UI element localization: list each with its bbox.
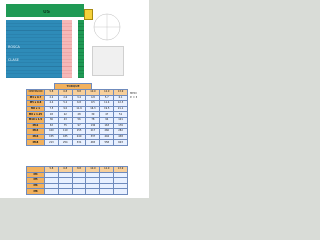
torque-sheet xyxy=(6,82,143,158)
table-cell[interactable]: 43 xyxy=(58,117,72,123)
circle-diagram xyxy=(92,12,122,42)
row-label: M6 xyxy=(27,183,45,189)
table-cell[interactable]: 9.0 xyxy=(58,106,72,112)
row-label: M4 xyxy=(27,172,45,178)
table-cell[interactable]: 337 xyxy=(86,134,100,140)
row-label: M14 xyxy=(27,129,45,135)
table-cell[interactable]: 11.6 xyxy=(72,106,86,112)
pink-column xyxy=(62,20,72,78)
table-cell[interactable]: 6.1 xyxy=(114,95,128,101)
table-cell[interactable]: 136 xyxy=(86,123,100,129)
table-cell[interactable] xyxy=(72,189,86,195)
table-cell[interactable]: 21.1 xyxy=(114,106,128,112)
table-cell[interactable]: 404 xyxy=(100,134,114,140)
table-cell[interactable]: 12.3 xyxy=(114,101,128,107)
table-cell[interactable] xyxy=(45,189,59,195)
table-cell[interactable]: 22 xyxy=(58,112,72,118)
col-header: 5.8 xyxy=(45,167,59,173)
table-cell[interactable]: 63 xyxy=(45,123,59,129)
table-cell[interactable]: 28 xyxy=(72,112,86,118)
torque-title: TORQUE xyxy=(54,83,92,90)
table-cell[interactable]: 331 xyxy=(72,140,86,146)
row-label: M10 x 1.5 xyxy=(27,117,45,123)
table-cell[interactable] xyxy=(86,189,100,195)
table-cell[interactable]: 39 xyxy=(86,112,100,118)
col-header: 12.9 xyxy=(100,90,114,96)
table-cell[interactable]: 254 xyxy=(58,140,72,146)
col-header: 8.8 xyxy=(72,90,86,96)
col-header: 8.8 xyxy=(72,167,86,173)
bottom-table xyxy=(26,166,128,195)
table-cell[interactable]: 75 xyxy=(58,123,72,129)
table-row xyxy=(27,189,128,195)
table-cell[interactable]: 11.4 xyxy=(100,101,114,107)
clase-label: CLASE xyxy=(8,58,19,62)
col-header: 13.9 xyxy=(114,90,128,96)
table-cell[interactable]: 4.4 xyxy=(45,101,59,107)
row-label: M5 x 0.8 xyxy=(27,101,45,107)
bottom-sheet xyxy=(6,164,143,198)
table-cell[interactable]: 9.5 xyxy=(86,101,100,107)
col-header: 6.8 xyxy=(58,167,72,173)
side-grey-box xyxy=(92,46,124,76)
col-header: 10.9 xyxy=(86,90,100,96)
circle-drawing-icon xyxy=(92,12,122,42)
table-cell[interactable]: 36 xyxy=(45,117,59,123)
row-label: M6 x 1 xyxy=(27,106,45,112)
table-cell[interactable]: 155 xyxy=(72,129,86,135)
table-cell[interactable]: 56 xyxy=(72,117,86,123)
table-cell[interactable]: 18 xyxy=(45,112,59,118)
table-cell[interactable]: 438 xyxy=(114,134,128,140)
table-cell[interactable]: 3.4 xyxy=(72,95,86,101)
col-header: 6.8 xyxy=(58,90,72,96)
table-cell[interactable]: 155 xyxy=(45,134,59,140)
torque-table xyxy=(26,89,128,146)
green-column xyxy=(78,20,84,78)
table-cell[interactable] xyxy=(100,189,114,195)
row-label: M16 xyxy=(27,134,45,140)
col-header: 10.9 xyxy=(86,167,100,173)
table-cell[interactable]: 19.5 xyxy=(100,106,114,112)
table-cell[interactable]: 47 xyxy=(100,112,114,118)
row-label: M18 xyxy=(27,140,45,146)
table-cell[interactable]: 4.8 xyxy=(86,95,100,101)
row-label: M5 xyxy=(27,178,45,184)
table-cell[interactable]: 51 xyxy=(114,112,128,118)
rosca-label: ROSCA xyxy=(8,45,20,49)
table-cell[interactable]: 603 xyxy=(114,140,128,146)
table-cell[interactable]: 119 xyxy=(58,129,72,135)
table-cell[interactable]: 240 xyxy=(72,134,86,140)
table-cell[interactable]: 94 xyxy=(100,117,114,123)
table-row xyxy=(27,140,128,146)
table-cell[interactable]: 213 xyxy=(45,140,59,146)
torque-dimension-header: DIMENSION xyxy=(27,90,45,96)
table-cell[interactable]: 6.8 xyxy=(72,101,86,107)
table-cell[interactable]: 7.5 xyxy=(45,106,59,112)
sheet-title: US xyxy=(43,10,51,15)
row-label: M12 xyxy=(27,123,45,129)
top-sheet xyxy=(6,4,124,78)
table-cell[interactable]: 558 xyxy=(100,140,114,146)
table-cell[interactable]: 185 xyxy=(58,134,72,140)
table-cell[interactable]: 78 xyxy=(86,117,100,123)
row-label: M8 xyxy=(27,189,45,195)
table-cell[interactable]: 282 xyxy=(114,129,128,135)
table-cell[interactable]: 163 xyxy=(100,123,114,129)
table-cell[interactable]: 5.7 xyxy=(100,95,114,101)
table-cell[interactable] xyxy=(114,189,128,195)
table-cell[interactable]: 16.3 xyxy=(86,106,100,112)
table-cell[interactable]: 101 xyxy=(114,117,128,123)
row-label: M8 x 1.25 xyxy=(27,112,45,118)
table-cell[interactable]: 2.2 xyxy=(45,95,59,101)
side-label-1: MEDI xyxy=(130,92,137,95)
row-label: M4 x 0.7 xyxy=(27,95,45,101)
side-label-2: P. = 6 xyxy=(130,96,138,99)
table-cell[interactable]: 217 xyxy=(86,129,100,135)
col-header: 12.9 xyxy=(100,167,114,173)
col-header: 5.8 xyxy=(45,90,59,96)
table-cell[interactable]: 2.6 xyxy=(58,95,72,101)
spreadsheet-page xyxy=(0,0,149,198)
col-header: 13.9 xyxy=(114,167,128,173)
table-cell[interactable]: 5.2 xyxy=(58,101,72,107)
table-cell[interactable] xyxy=(58,189,72,195)
table-cell[interactable]: 97 xyxy=(72,123,86,129)
table-cell[interactable]: 176 xyxy=(114,123,128,129)
table-cell[interactable]: 100 xyxy=(45,129,59,135)
table-cell[interactable]: 260 xyxy=(100,129,114,135)
table-cell[interactable]: 465 xyxy=(86,140,100,146)
